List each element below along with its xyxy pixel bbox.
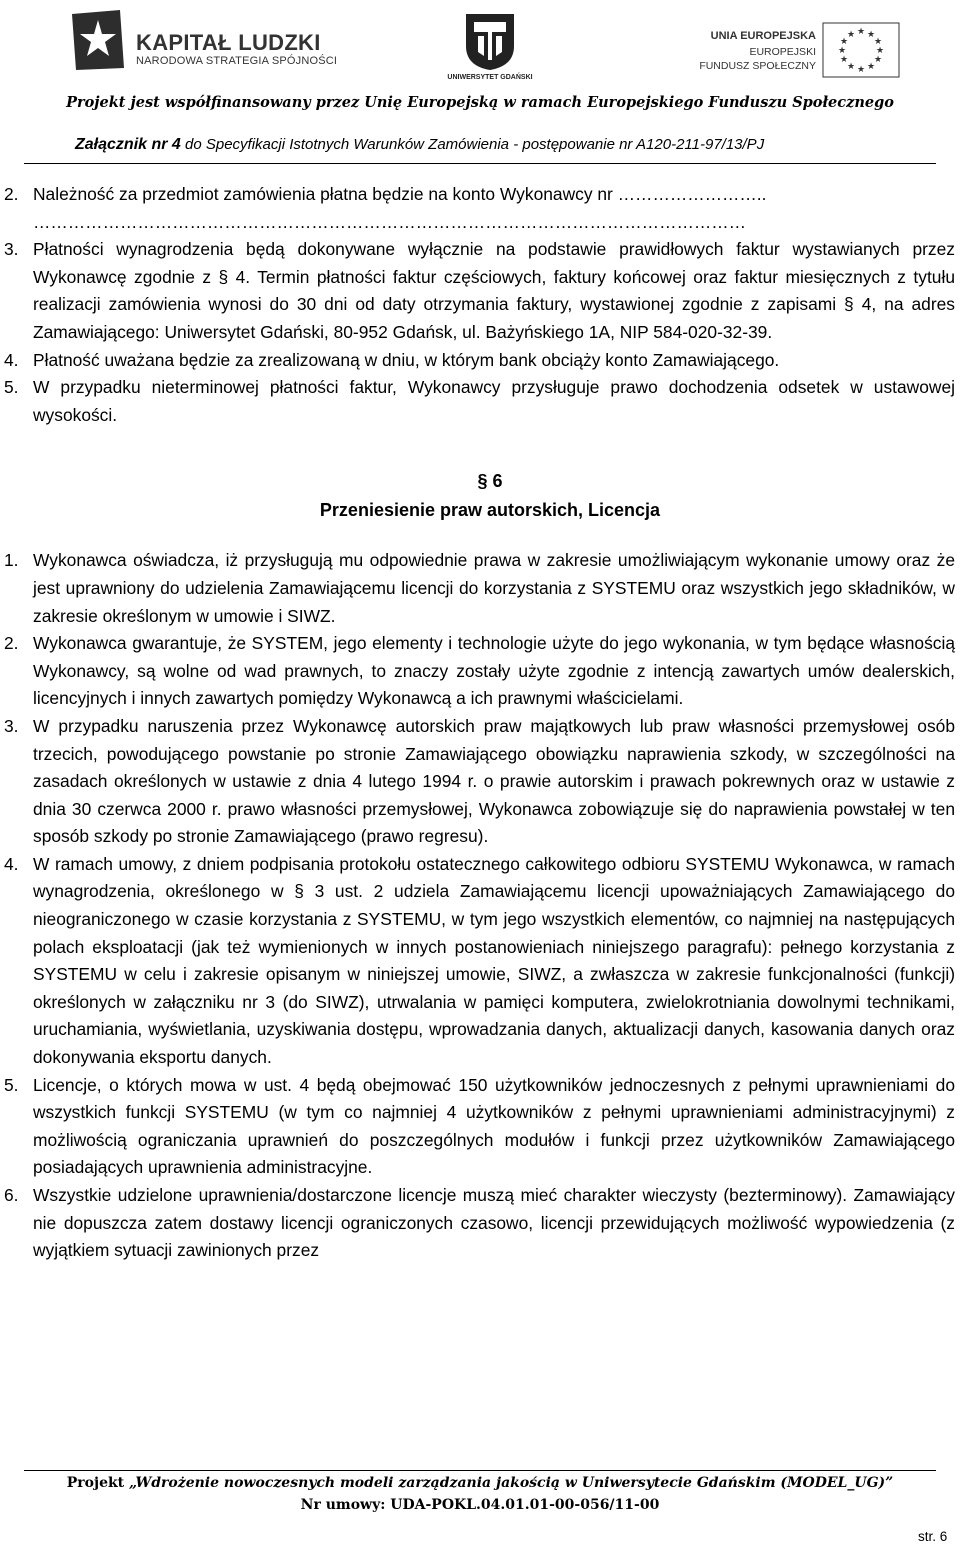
payment-paragraph-5 — [0, 374, 960, 429]
university-logo — [440, 12, 540, 87]
paragraph-text: Płatność uważana będzie za zrealizowaną w dniu, w którym bank obciąży konto Zamawiającego. — [33, 349, 780, 370]
annex-text: do Specyfikacji Istotnych Warunków Zamówienia - postępowanie nr A120-211-97/13/PJ — [180, 136, 765, 153]
paragraph-number: 5. — [4, 377, 19, 398]
paragraph-text: Wykonawca gwarantuje, że SYSTEM, jego elementy i technologie użyte do jego wykonania, w tym będące własnością Wykonawcy, są wolne od wad prawnych, to znaczy zostały użyte zgodnie z intencją zawartych umów dealerskich, licencyjnych i innych zawartych pomiędzy Wykonawcą a ich prawnymi właścicielami. — [33, 633, 955, 709]
paragraph-number: 6. — [4, 1185, 19, 1205]
paragraph-text: Wykonawca oświadcza, iż przysługują mu odpowiednie prawa w zakresie umożliwiającym wykonanie umowy oraz że jest uprawniony do udzielenia Zamawiającemu licencji do korzystania z SYSTEMU oraz wszystkich jego składników, w zakresie określonym w umowie i SIWZ. — [33, 550, 955, 626]
header-divider — [24, 163, 936, 164]
document-body — [0, 181, 960, 1265]
paragraph-number: 4. — [4, 349, 19, 370]
kapital-ludzki-logo — [68, 8, 338, 78]
paragraph-text: W przypadku naruszenia przez Wykonawcę autorskich praw majątkowych lub praw własności przemysłowej osób trzecich, powodującego powstanie po stronie Zamawiającego obowiązku naprawienia szkody, w szczególności na zasadach określonych w ustawie z dnia 4 lutego 1994 r. o prawie autorskim i prawach pokrewnych oraz w ustawie z dnia 30 czerwca 2000 r. prawo własności przemysłowej, Wykonawca zobowiązuje się do naprawienia powstałej w ten sposób szkody po stronie Zamawiającego (prawo regresu). — [33, 715, 955, 847]
license-paragraph-2 — [0, 630, 960, 713]
paragraph-text: Płatności wynagrodzenia będą dokonywane wyłącznie na podstawie prawidłowych faktur wystawianych przez Wykonawcę zgodnie z § 4. Termin płatności faktur częściowych, faktury końcowej oraz faktur miesięcznych z tytułu realizacji zamówienia wynosi do 30 dni od daty otrzymania faktury, wystawionej zgodnie z zapisami § 4, na adres Zamawiającego: Uniwersytet Gdański, 80-952 Gdańsk, ul. Bażyńskiego 1A, NIP 584-020-32-39. — [33, 239, 955, 342]
license-paragraph-4 — [0, 851, 960, 1072]
star-in-square-icon — [68, 8, 128, 72]
annex-label: Załącznik nr 4 — [75, 136, 181, 153]
paragraph-text: Wszystkie udzielone uprawnienia/dostarczone licencje muszą mieć charakter wieczysty (bezterminowy). Zamawiający nie dopuszcza zatem dostawy licencji ograniczonych czasowo, licencji przewidujących możliwość wypowiedzenia (z wyjątkiem sytuacji zawinionych przez — [33, 1185, 955, 1261]
annex-line — [75, 136, 764, 154]
paragraph-number: 4. — [4, 853, 19, 874]
svg-text:★: ★ — [846, 30, 856, 40]
paragraph-number: 2. — [4, 633, 19, 654]
svg-text:★: ★ — [873, 55, 883, 65]
crest-icon — [462, 12, 518, 72]
paragraph-text: Licencje, o których mowa w ust. 4 będą obejmować 150 użytkowników jednoczesnych z pełnymi uprawnieniami do wszystkich funkcji SYSTEMU (w tym co najmniej 4 użytkowników z pełnymi uprawnieniami administracyjnymi) z możliwością ograniczania uprawnień do poszczególnych modułów i funkcji przez użytkowników Zamawiającego posiadających uprawnienia administracyjne. — [33, 1074, 955, 1178]
svg-text:★: ★ — [837, 46, 847, 56]
paragraph-number: 1. — [4, 550, 19, 571]
svg-text:★: ★ — [866, 30, 876, 40]
paragraph-text: Należność za przedmiot zamówienia płatna będzie na konto Wykonawcy nr …………………….. — [33, 184, 767, 204]
header-logos — [0, 6, 960, 86]
svg-text:★: ★ — [875, 46, 885, 56]
paragraph-number: 3. — [4, 239, 19, 260]
footer-project-title: „Wdrożenie nowoczesnych modeli zarządzania jakością w Uniwersytecie Gdańskim (MODEL_UG)” — [129, 1475, 894, 1491]
kapital-ludzki-subtitle: NARODOWA STRATEGIA SPÓJNOŚCI — [136, 55, 338, 67]
kapital-ludzki-title: KAPITAŁ LUDZKI — [136, 30, 321, 55]
eu-line-2: EUROPEJSKI — [749, 46, 816, 58]
footer-divider — [24, 1470, 936, 1471]
license-paragraph-1 — [0, 547, 960, 630]
section-number: § 6 — [477, 471, 503, 492]
footer-contract-number: Nr umowy: UDA-POKL.04.01.01-00-056/11-00 — [300, 1497, 660, 1513]
section-spacer — [0, 525, 960, 547]
license-paragraph-3 — [0, 713, 960, 851]
svg-text:★: ★ — [856, 27, 866, 37]
cofinance-statement: Projekt jest współfinansowany przez Unię Europejską w ramach Europejskiego Funduszu Społecznego — [66, 94, 894, 111]
svg-text:★: ★ — [873, 37, 883, 47]
section-title: Przeniesienie praw autorskich, Licencja — [319, 500, 661, 521]
paragraph-text: W ramach umowy, z dniem podpisania protokołu ostatecznego całkowitego odbioru SYSTEMU Wykonawca, w ramach wynagrodzenia, określonego w § 3 ust. 2 udziela Zamawiającemu licencji upoważniających Zamawiającego do nieograniczonego w czasie korzystania z SYSTEMU, w tym jego wszystkich elementów, co najmniej na następujących polach eksploatacji (jak też wymienionych w innych postanowieniach niniejszego paragrafu): pełnego korzystania z SYSTEMU w celu i zakresie opisanym w niniejszej umowie, SIWZ, a zwłaszcza w zakresie funkcjonalności (funkcji) określonych w załączniku nr 3 (do SIWZ), utrwalania w pamięci komputera, zwielokrotniania dowolnymi technikami, uruchamiania, wyświetlania, uzyskiwania dostępu, wprowadzania danych, aktualizacji danych, kasowania danych oraz dokonywania eksportu danych. — [33, 853, 955, 1068]
eu-logo — [699, 22, 908, 82]
payment-paragraph-4 — [0, 347, 960, 375]
svg-text:★: ★ — [839, 55, 849, 65]
footer-project — [0, 1475, 960, 1491]
svg-text:★: ★ — [856, 65, 866, 75]
svg-text:★: ★ — [839, 37, 849, 47]
paragraph-text: W przypadku nieterminowej płatności faktur, Wykonawcy przysługuje prawo dochodzenia odsetek w ustawowej wysokości. — [33, 377, 955, 425]
account-number-dots: …………………………………………………………………………………………………………… — [33, 211, 747, 232]
paragraph-number: 3. — [4, 715, 19, 736]
payment-paragraph-3 — [0, 236, 960, 346]
svg-text:★: ★ — [846, 62, 856, 72]
footer-project-prefix: Projekt — [66, 1475, 130, 1491]
payment-paragraph-2 — [0, 181, 960, 209]
page-number: str. 6 — [918, 1529, 948, 1544]
eu-flag-icon — [822, 22, 900, 78]
eu-line-1: UNIA EUROPEJSKA — [710, 30, 816, 42]
license-paragraph-6 — [0, 1182, 960, 1265]
paragraph-number: 2. — [4, 184, 19, 204]
svg-text:★: ★ — [866, 62, 876, 72]
eu-line-3: FUNDUSZ SPOŁECZNY — [699, 60, 816, 72]
university-name: UNIWERSYTET GDAŃSKI — [447, 74, 533, 81]
license-paragraph-5 — [0, 1072, 960, 1182]
paragraph-number: 5. — [4, 1074, 19, 1095]
